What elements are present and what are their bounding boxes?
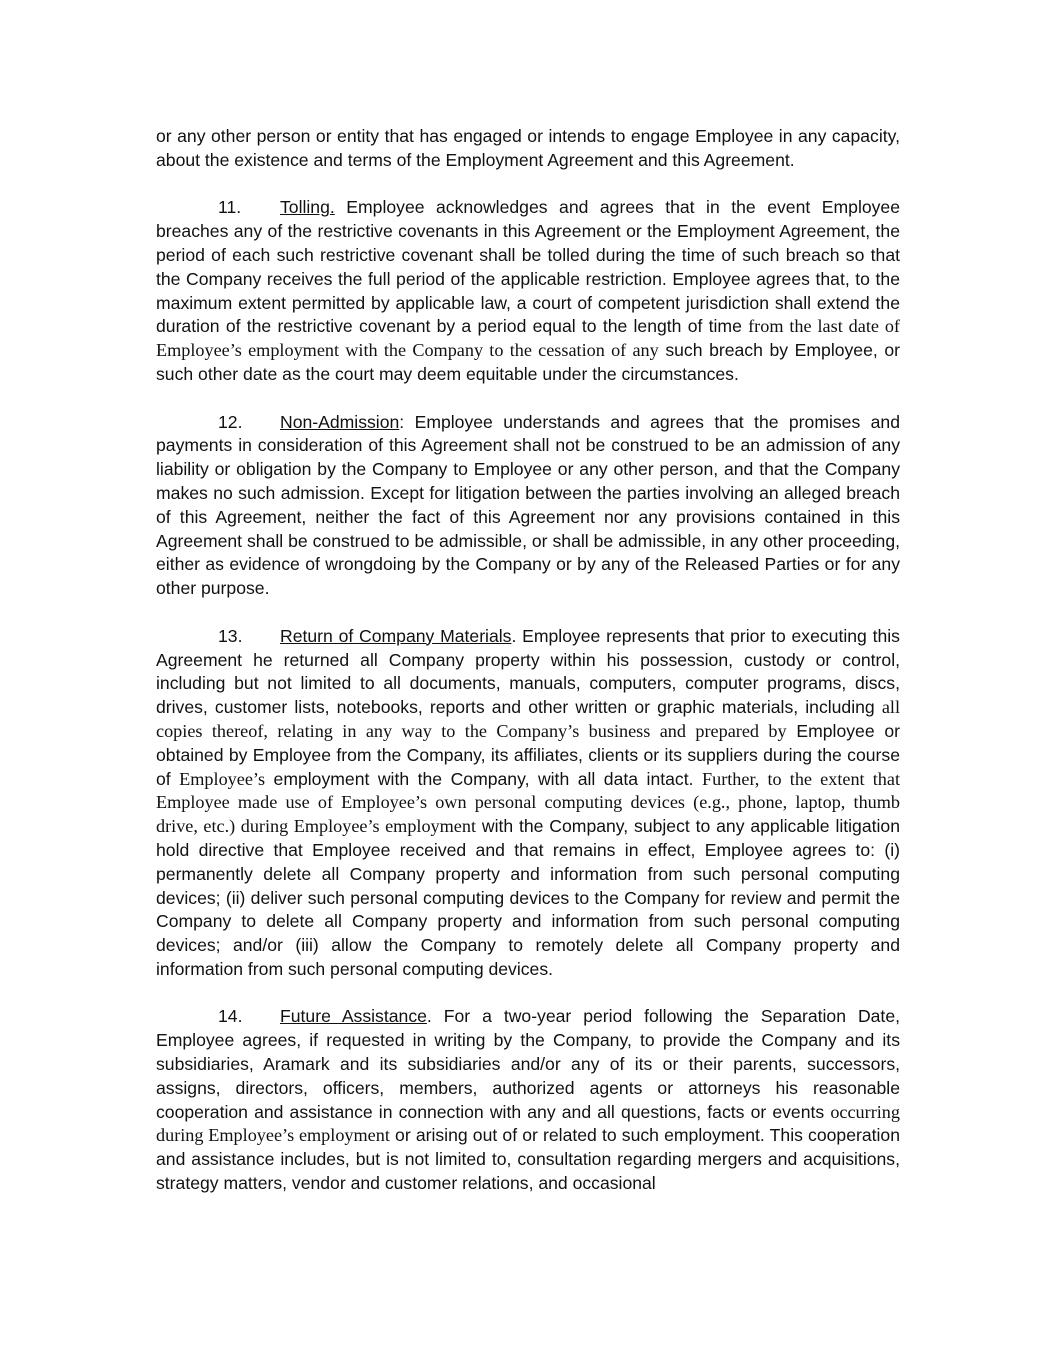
section-12-number: 12. [218, 411, 243, 432]
section-13-heading: Return of Company Materials [280, 625, 512, 646]
section-14-body-b: or arising out of or related to such employment. This cooperation and assistance includes, but is not limited to, consultation regarding mergers and acquisitions, strategy matters, vendor and customer relations, and occasional [156, 1125, 900, 1194]
section-11-heading: Tolling. [280, 197, 335, 218]
section-13-number: 13. [218, 625, 243, 646]
section-11-body-b: such breach by Employee, or such other date as the court may deem equitable under the circumstances. [156, 340, 901, 384]
section-13-body-d: with the Company, subject to any applicable litigation hold directive that Employee received and that remains in effect, Employee agrees to: (i) permanently delete all Company property and information from such personal computing devices; (ii) deliver such personal computing devices to the Company for review and permit the Company to delete all Company property and information from such personal computing devices; and/or (iii) allow the Company to remotely delete all Company property and information from such personal computing devices. [156, 816, 900, 979]
section-13-body-serif-2: Employee’s [179, 768, 266, 789]
section-11-heading-separator [335, 197, 347, 217]
section-12-body-a: Employee understands and agrees that the promises and payments in consideration of this Agreement shall not be construed to be an admission of any liability or obligation by the Company to Employee or any other person, and that the Company makes no such admission. Except for litigation between the parties involving an alleged breach of this Agreement, neither the fact of this Agreement nor any provisions contained in this Agreement shall be construed to be admissible, or shall be admissible, in any other proceeding, either as evidence of wrongdoing by the Company or by any of the Released Parties or for any other purpose. [156, 411, 901, 599]
section-13-body-a: Employee represents that prior to executing this Agreement he returned all Company property within his possession, custody or control, including but not limited to all documents, manuals, computers, computer programs, discs, drives, customer lists, notebooks, reports and other written or graphic materials, including [156, 625, 900, 718]
section-13-body-b: Employee or obtained by Employee from the Company, its affiliates, clients or its suppliers during the course of [156, 720, 901, 789]
intro-text: or any other person or entity that has engaged or intends to engage Employee in any capacity, about the existence and terms of the Employment Agreement and this Agreement. [156, 126, 900, 170]
section-12-heading-separator: : [399, 411, 415, 432]
section-13-heading-separator: . [511, 625, 523, 646]
section-12-heading: Non-Admission [280, 411, 400, 432]
section-14-paragraph [156, 1005, 900, 1195]
intro-paragraph [156, 125, 900, 173]
document-page [156, 125, 900, 1196]
section-14-number: 14. [218, 1006, 243, 1027]
section-14-body-a: For a two-year period following the Separation Date, Employee agrees, if requested in writing by the Company, to provide the Company and its subsidiaries, Aramark and its subsidiaries and/or any of its or their parents, successors, assigns, directors, officers, members, authorized agents or attorneys his reasonable cooperation and assistance in connection with any and all questions, facts or events [156, 1006, 900, 1122]
section-11-number: 11. [218, 197, 242, 218]
section-14-heading-separator: . [426, 1006, 444, 1027]
section-13-body-serif: all copies thereof, relating in any way to the Company’s business and prepared by [156, 697, 900, 741]
section-14-heading: Future Assistance [280, 1006, 427, 1027]
section-13-body-serif-3: Further, to the extent that Employee made use of Employee’s own personal computing devices (e.g., phone, laptop, thumb drive, etc.) during Employee’s employment [156, 768, 901, 837]
section-13-body-c: employment with the Company, with all data intact. [265, 768, 702, 789]
section-13-paragraph [156, 625, 900, 982]
section-11-paragraph [156, 196, 900, 386]
section-11-body-a: Employee acknowledges and agrees that in the event Employee breaches any of the restrictive covenants in this Agreement or the Employment Agreement, the period of each such restrictive covenant shall be tolled during the time of such breach so that the Company receives the full period of the applicable restriction. Employee agrees that, to the maximum extent permitted by applicable law, a court of competent jurisdiction shall extend the duration of the restrictive covenant by a period equal to the length of time [156, 197, 900, 337]
section-14-body-serif: occurring during Employee’s employment [156, 1101, 900, 1146]
section-12-paragraph [156, 411, 900, 601]
section-11-body-serif: from the last date of Employee’s employment with the Company to the cessation of any [156, 316, 900, 361]
